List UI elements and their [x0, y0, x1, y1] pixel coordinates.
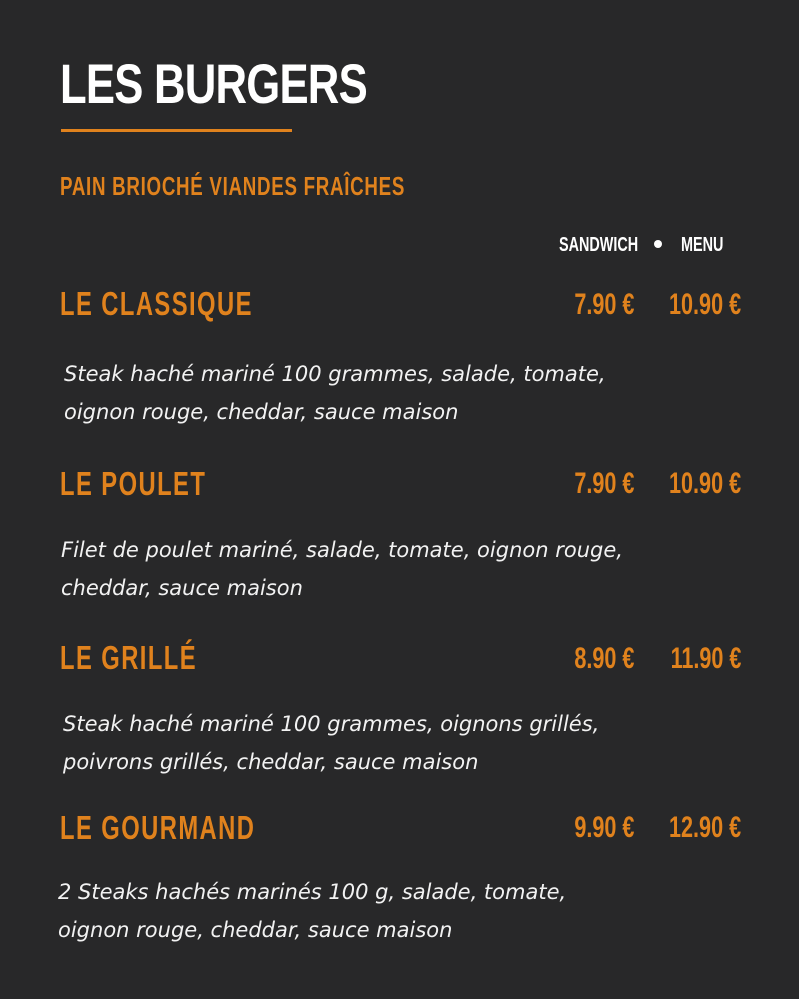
price-menu: 11.90 €: [670, 642, 741, 675]
menu-item-name: LE GRILLÉ: [60, 639, 198, 676]
description-line: Steak haché mariné 100 grammes, salade, tomate,: [64, 362, 606, 386]
price-sandwich: 7.90 €: [573, 467, 634, 500]
price-sandwich: 7.90 €: [573, 288, 634, 321]
price-menu: 12.90 €: [668, 811, 741, 844]
column-header-sandwich: SANDWICH: [559, 234, 639, 256]
menu-item-description: [64, 355, 724, 431]
price-menu: 10.90 €: [668, 467, 741, 500]
description-line: oignon rouge, cheddar, sauce maison: [64, 400, 459, 424]
price-menu: 10.90 €: [668, 288, 741, 321]
description-line: Steak haché mariné 100 grammes, oignons grillés,: [63, 712, 600, 736]
description-line: Filet de poulet mariné, salade, tomate, oignon rouge,: [61, 538, 623, 562]
page-title: LES BURGERS: [60, 52, 367, 115]
title-underline: [61, 129, 292, 132]
menu-item-name: LE POULET: [60, 465, 207, 502]
menu-item-description: [58, 873, 718, 949]
price-sandwich: 9.90 €: [573, 811, 634, 844]
menu-item-description: [63, 705, 723, 781]
menu-item-name: LE CLASSIQUE: [60, 285, 253, 322]
column-header-menu: MENU: [681, 234, 724, 256]
menu-item-name: LE GOURMAND: [60, 809, 256, 846]
description-line: poivrons grillés, cheddar, sauce maison: [63, 750, 479, 774]
menu-item-description: [61, 531, 721, 607]
description-line: oignon rouge, cheddar, sauce maison: [58, 918, 453, 942]
description-line: 2 Steaks hachés marinés 100 g, salade, tomate,: [58, 880, 567, 904]
bullet-dot-icon: [654, 240, 662, 248]
section-subtitle: PAIN BRIOCHÉ VIANDES FRAÎCHES: [60, 171, 406, 201]
description-line: cheddar, sauce maison: [61, 576, 303, 600]
price-sandwich: 8.90 €: [573, 642, 634, 675]
